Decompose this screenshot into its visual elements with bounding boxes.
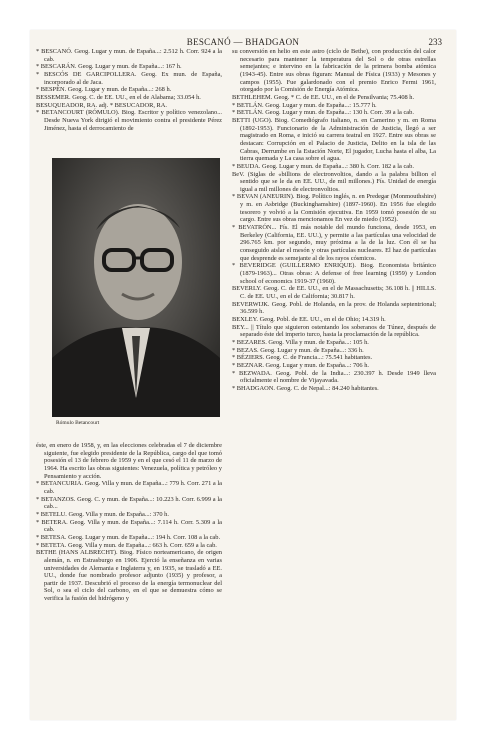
entry: * BESPÉN. Geog. Lugar y mun. de España...: 268 h. <box>36 86 172 94</box>
entry: su conversión en helio en este astro (ciclo de Bethe), con producción del calor necesario para mantener la temperatura del Sol o de otras estrellas semejantes; e intervino en la fabricación de la primera bomba atómica (1943-45). Entre sus obras figuran: Manual de Física (1933) y Mesones y campos (1955). Fue galardonado con el premio Enrico Fermi 1961, otorgado por la Comisión de Energía Atómica. <box>232 48 436 94</box>
entry: * BÉZIERS. Geog. C. de Francia...: 75.541 habitantes. <box>232 354 373 362</box>
entry: BEVERWIJK. Geog. Pobl. de Holanda, en la prov. de Holanda septentrional; 36.599 h. <box>232 300 436 316</box>
entry: * BEVATRÓN... Fís. El más notable del mundo funciona, desde 1953, en Berkeley (California, EE. UU.), y permite a las partículas una velocidad de 296.765 km. por segundo, muy próxima a la de la luz. Con él se ha conseguido aislar el mesón y otras partículas nucleares. El haz de partículas que desprende es semejante al de los rayos cósmicos. <box>232 224 436 262</box>
entry: * BESCANÓ. Geog. Lugar y mun. de España...: 2.512 h. Corr. 924 a la cab. <box>36 48 222 63</box>
page-number: 233 <box>428 37 442 47</box>
running-head: BESCANÓ — BHADGAON <box>186 37 300 47</box>
entry: BEY... || Título que siguieron ostentando los soberanos de Túnez, después de separado éste del imperio turco, hasta la proclamación de la república. <box>232 323 436 339</box>
entry: * BETESA. Geog. Lugar y mun. de España...: 194 h. Corr. 108 a la cab. <box>36 533 221 541</box>
entry: * BETETA. Geog. Villa y mun. de España...: 663 h. Corr. 659 a la cab. <box>36 541 217 549</box>
entry: * BEVERIDGE (GUILLERMO ENRIQUE). Biog. Economista británico (1879-1963)... Otras obras: A defense of free learning (1959) y London school of economics 1919-37 (1960). <box>232 262 436 285</box>
entry: * BETERA. Geog. Villa y mun. de España...: 7.114 h. Corr. 5.309 a la cab. <box>36 518 222 534</box>
right-column <box>232 48 436 393</box>
entry: BESSEMER. Geog. C. de EE. UU., en el de Alabama; 33.054 h. <box>36 93 201 101</box>
entry: * BESCARÁN. Geog. Lugar y mun. de España...: 167 h. <box>36 63 182 71</box>
entry: BETTI (UGO). Biog. Comediógrafo italiano, n. en Camerino y m. en Roma (1892-1953). Funcionario de la Administración de Justicia, llegó a ser magistrado en Roma, e inició su carrera teatral en 1927. Entre sus obras se destacan: Corrupción en el Palacio de Justicia, Delito en la isla de las Cabras, Derrumbe en la Estación Norte, El jugador, Lucha hasta el alba, La tierra quemada y La casa sobre el agua. <box>232 116 436 163</box>
entry: BEVERLY. Geog. C. de EE. UU., en el de Massachusetts; 36.108 h. || HILLS. C. de EE. UU., en el de California; 30.817 h. <box>232 285 436 300</box>
entry: * BEVAN (ANEURIN). Biog. Político inglés, n. en Predegar (Monmouthshire) y m. en Asbridge (Buckinghamshire) (1897-1960). En 1956 fue elegido tesorero y volvió a la Comisión ejecutiva. En 1959 tomó posesión de su cargo. Entre sus obras mencionamos En vez de miedo (1952). <box>232 193 436 224</box>
entry: BETHE (HANS ALBRECHT). Biog. Físico norteamericano, de origen alemán, n. en Estrasburgo en 1906. Ejerció la enseñanza en varias universidades de Alemania e Inglaterra y, en 1935, se trasladó a EE. UU., donde fue nombrado profesor adjunto (1935) y profesor, a partir de 1937. Descubrió el proceso de la energía termonuclear del Sol, o sea el ciclo del carbono, en el que se demuestra cómo se verifica la fusión del hidrógeno y <box>36 549 222 603</box>
entry: éste, en enero de 1958, y, en las elecciones celebradas el 7 de diciembre siguiente, fue elegido presidente de la República, cargo del que tomó posesión el 13 de febrero de 1959 y en el que cesó el 11 de marzo de 1964. Ha escrito las obras siguientes: Venezuela, política y petróleo y Pensamiento y acción. <box>36 442 222 480</box>
entry: BeV. (Siglas de «billions de electronvoltios, dando a la palabra billion el sentido que se le da en EE. UU., de mil millones.) Fís. Unidad de energía igual a mil millones de electronvoltios. <box>232 170 436 193</box>
entry: * BETANCURIA. Geog. Villa y mun. de España...: 779 h. Corr. 271 a la cab. <box>36 480 222 495</box>
entry: * BEZNAR. Geog. Lugar y mun. de España...: 706 h. <box>232 361 370 369</box>
entry: * BETELU. Geog. Villa y mun. de España...: 370 h. <box>36 510 169 518</box>
entry: * BESCÓS DE GARCIPOLLERA. Geog. Ex mun. de España, incorporado al de Jaca. <box>36 70 222 86</box>
entry: * BEZWADA. Geog. Pobl. de la India...: 230.397 h. Desde 1949 lleva oficialmente el nombre de Vijayavada. <box>232 369 436 385</box>
photo-caption: Rómulo Betancourt <box>52 417 220 430</box>
entry: BETHLEHEM. Geog. * C. de EE. UU., en el de Pensilvania; 75.408 h. <box>232 93 415 101</box>
entry: * BETLÁN. Geog. Lugar y mun. de España...: 130 h. Corr. 39 a la cab. <box>232 109 414 117</box>
dictionary-page <box>30 30 456 720</box>
entry: BEXLEY. Geog. Pobl. de EE. UU., en el de Ohio; 14.319 h. <box>232 315 386 323</box>
entry: * BEUDA. Geog. Lugar y mun. de España...: 380 h. Corr. 182 a la cab. <box>232 162 414 170</box>
entry: * BHADGAON. Geog. C. de Nepal...: 84.240 habitantes. <box>232 384 379 392</box>
portrait-photo <box>52 158 220 430</box>
entry: * BEZARES. Geog. Villa y mun. de España...: 105 h. <box>232 338 369 346</box>
entry: BESUQUEADOR, RA. adj. * BESUCADOR, RA. <box>36 101 168 109</box>
entry: * BEZAS. Geog. Lugar y mun. de España...: 336 h. <box>232 346 364 354</box>
entry: * BETANZOS. Geog. C. y mun. de España...: 10.223 h. Corr. 6.999 a la cab... <box>36 495 222 511</box>
portrait-image <box>52 158 220 417</box>
left-column-continued <box>36 442 222 603</box>
entry: * BETANCOURT (RÓMULO). Biog. Escritor y político venezolano... Desde Nueva York dirigió el movimiento contra el presidente Pérez Jiménez, hasta el derrocamiento de <box>36 109 222 132</box>
left-column <box>36 48 222 132</box>
entry: * BETLÁN. Geog. Lugar y mun. de España...: 15.777 h. <box>232 101 377 109</box>
